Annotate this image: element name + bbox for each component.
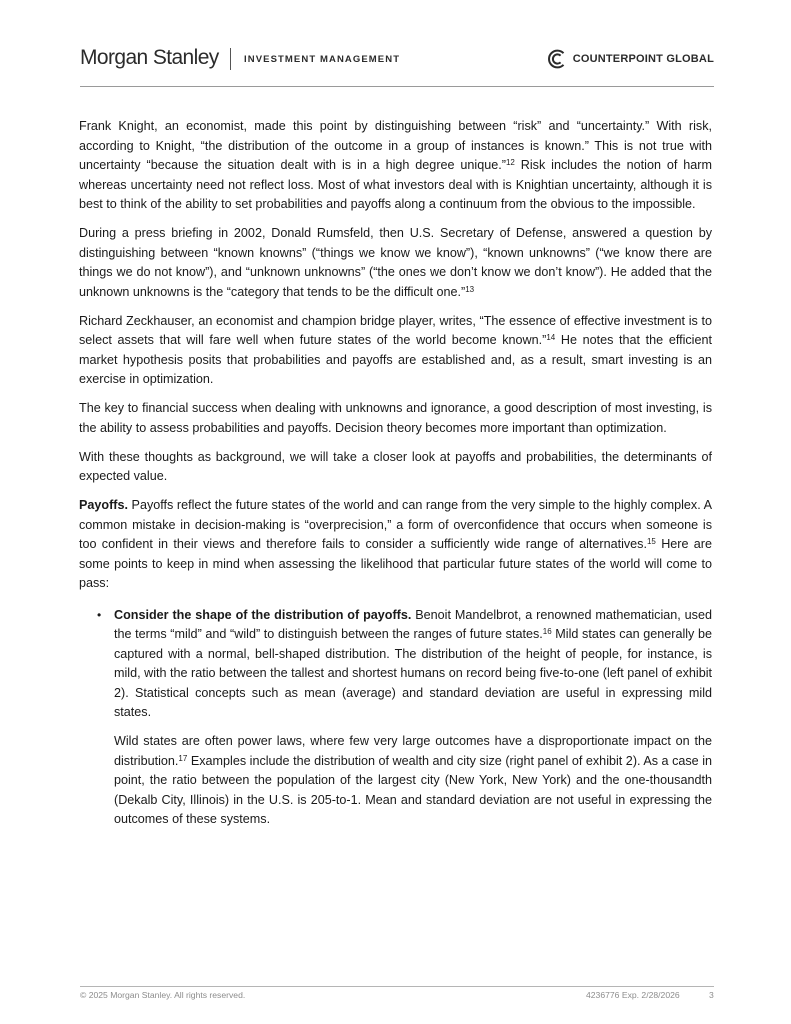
sub-brand-name: COUNTERPOINT GLOBAL: [572, 53, 714, 65]
page-header: [80, 44, 714, 76]
paragraph-financial-success: The key to financial success when dealing with unknowns and ignorance, a good description of most investing, is the ability to assess probabilities and payoffs. Decision theory becomes more important than optimization.: [79, 401, 712, 435]
footnote-ref: 14: [546, 333, 556, 342]
footer-divider: [80, 986, 714, 987]
brand-divider: [230, 48, 231, 70]
bullet-paragraph: Wild states are often power laws, where few very large outcomes have a disproportionate impact on the distribution.$^{17}$ Examples include the distribution of wealth and city size (right panel of exhibit 2). As a case in point, the ratio between the population of the largest city (New York, New York) and the one-thousandth (Dekalb City, Illinois) in the U.S. is 205-to-1. Mean and standard deviation are not useful in expressing the outcomes of these systems.: [114, 734, 712, 826]
brand-logo: Morgan Stanley: [80, 46, 219, 69]
footnote-ref: 15: [646, 537, 656, 546]
sub-brand: [546, 48, 714, 70]
paragraph-knight: Frank Knight, an economist, made this point by distinguishing between “risk” and “uncertainty.” With risk, according to Knight, “the distribution of the outcome in a group of instances is known.” This is not true with uncertainty “because the situation dealt with is in a high degree unique.”$^{12}$ Risk includes the notion of harm whereas uncertainty need not reflect loss. Most of what investors deal with is Knightian uncertainty, although it is best to think of the ability to set probabilities and payoffs along a continuum from the obvious to the impossible.: [79, 119, 712, 211]
bullet-heading: Consider the shape of the distribution of payoffs.: [114, 607, 412, 622]
list-item: [79, 606, 712, 830]
division-name: INVESTMENT MANAGEMENT: [244, 54, 401, 65]
paragraph-rumsfeld: During a press briefing in 2002, Donald Rumsfeld, then U.S. Secretary of Defense, answered a question by distinguishing between “known knowns” (“things we know we know”), “known unknowns” (“we know there are things we do not know”), and “unknown unknowns” (“the ones we don’t know we don’t know”). He added that the unknown unknowns is the “category that tends to be the difficult one.”$^{13}$: [79, 226, 712, 299]
paragraph-zeckhauser: Richard Zeckhauser, an economist and champion bridge player, writes, “The essence of effective investment is to select assets that will fare well when future states of the world become known.”$^{14}$ He notes that the efficient market hypothesis posits that probabilities and payoffs are established and, as a result, smart investing is an exercise in optimization.: [79, 313, 712, 386]
paragraph-payoffs: Payoffs. Payoffs reflect the future states of the world and can range from the very simple to the highly complex. A common mistake in decision-making is “overprecision,” a form of overconfidence that occurs when someone is too confident in their views and therefore fails to consider a sufficiently wide range of alternatives.$^{15}$ Here are some points to keep in mind when assessing the likelihood that particular future states of the world will come to pass:: [79, 498, 712, 590]
header-divider: [80, 86, 714, 87]
footnote-ref: 17: [178, 753, 188, 763]
footnote-ref: 12: [505, 158, 515, 167]
bullet-marker: •: [97, 607, 102, 622]
paragraph-background: With these thoughts as background, we will take a closer look at payoffs and probabilities, the determinants of expected value.: [79, 449, 712, 483]
article-body: [79, 117, 712, 839]
payoffs-heading: Payoffs.: [79, 498, 128, 512]
footnote-ref: 13: [465, 284, 475, 294]
document-code: 4236776 Exp. 2/28/2026: [586, 990, 680, 1000]
bullet-list: [79, 606, 712, 830]
page-number: 3: [709, 990, 714, 1000]
footnote-ref: 16: [542, 627, 552, 636]
counterpoint-logo-icon: [546, 48, 568, 70]
copyright-notice: © 2025 Morgan Stanley. All rights reserved.: [80, 990, 246, 1000]
bullet-paragraph: Consider the shape of the distribution of payoffs. Benoit Mandelbrot, a renowned mathematician, used the terms “mild” and “wild” to distinguish between the ranges of future states.$^{16}$ Mild states can generally be captured with a normal, bell-shaped distribution. The distribution of the height of people, for instance, is mild, with the ratio between the tallest and shortest humans on record being five-to-one (left panel of exhibit 2). Statistical concepts such as mean (average) and standard deviation are useful in expressing mild states.: [114, 607, 712, 719]
